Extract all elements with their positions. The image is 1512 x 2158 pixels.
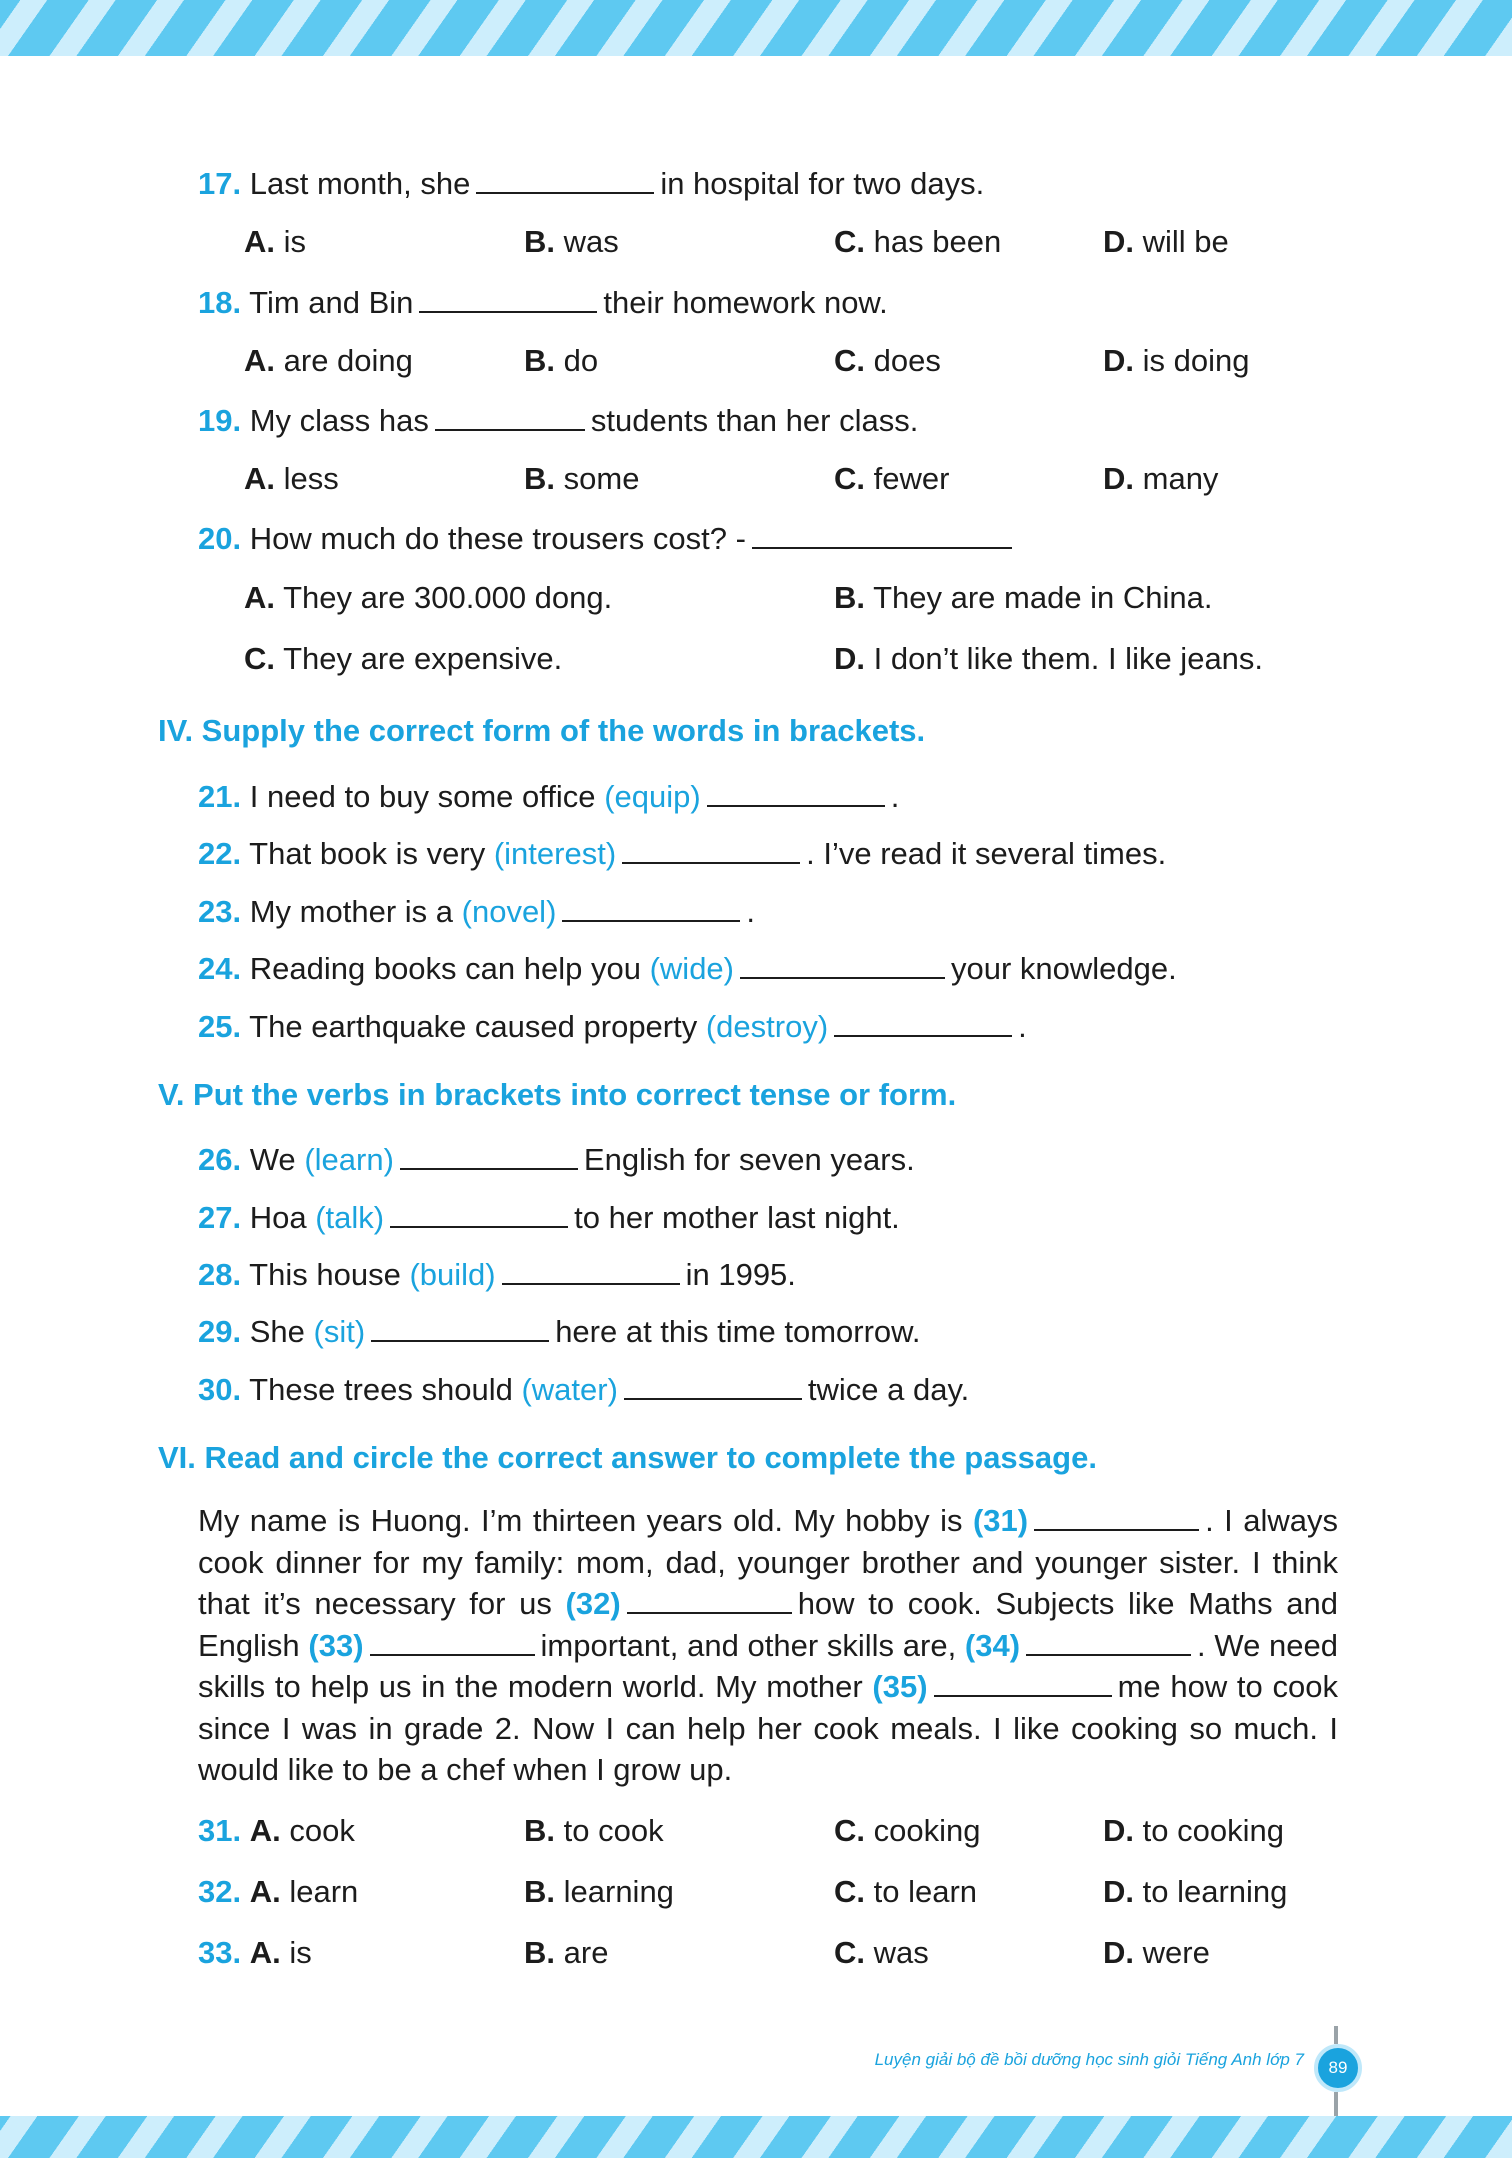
- option-b[interactable]: [834, 580, 1213, 616]
- question-19: [198, 403, 918, 439]
- verb-hint: (build): [409, 1257, 496, 1292]
- question-text: .: [746, 894, 756, 929]
- question-number: 31.: [198, 1813, 242, 1848]
- option-letter: D.: [1103, 1813, 1134, 1848]
- option-text: less: [283, 461, 339, 496]
- question-21: [198, 779, 899, 815]
- option-text: many: [1142, 461, 1219, 496]
- option-text: were: [1142, 1935, 1210, 1970]
- question-text: That book is very: [249, 836, 486, 871]
- option-letter: C.: [244, 641, 275, 676]
- option-letter: D.: [1103, 1874, 1134, 1909]
- option-letter: C.: [834, 224, 865, 259]
- option-letter: A.: [244, 461, 275, 496]
- question-text: The earthquake caused property: [249, 1009, 698, 1044]
- option-letter: D.: [1103, 1935, 1134, 1970]
- passage-blank[interactable]: [934, 1671, 1112, 1697]
- answer-blank[interactable]: [624, 1374, 802, 1400]
- question-text: Tim and Bin: [249, 285, 414, 320]
- question-30: [198, 1372, 969, 1408]
- option-c[interactable]: [834, 461, 949, 497]
- option-text: to learn: [873, 1874, 978, 1909]
- option-letter: A.: [244, 224, 275, 259]
- option-letter: C.: [834, 1874, 865, 1909]
- question-text: She: [249, 1314, 305, 1349]
- passage-text: how to cook. Subjects like Maths and English: [198, 1586, 1338, 1663]
- word-hint: (novel): [461, 894, 557, 929]
- question-number: 26.: [198, 1142, 242, 1177]
- gap-number: (34): [964, 1627, 1021, 1663]
- answer-31-option-d[interactable]: [1103, 1813, 1284, 1849]
- question-25: [198, 1009, 1027, 1045]
- option-letter: A.: [249, 1874, 281, 1909]
- question-text: English for seven years.: [583, 1142, 915, 1177]
- answer-31-option-b[interactable]: [524, 1813, 664, 1849]
- option-text: do: [563, 343, 599, 378]
- answer-31-option-c[interactable]: [834, 1813, 980, 1849]
- question-number: 28.: [198, 1257, 242, 1292]
- option-text: is: [283, 224, 307, 259]
- option-text: learning: [563, 1874, 674, 1909]
- option-letter: A.: [244, 343, 275, 378]
- option-text: I don’t like them. I like jeans.: [873, 641, 1264, 676]
- question-text: to her mother last night.: [574, 1200, 900, 1235]
- page-number: 89: [1314, 2044, 1362, 2092]
- option-letter: B.: [524, 461, 555, 496]
- answer-blank[interactable]: [834, 1011, 1012, 1037]
- option-a[interactable]: [244, 224, 306, 260]
- option-letter: C.: [834, 1813, 865, 1848]
- answer-blank[interactable]: [419, 287, 597, 313]
- option-text: some: [563, 461, 640, 496]
- option-text: cooking: [873, 1813, 981, 1848]
- option-b[interactable]: [524, 461, 639, 497]
- passage-text: important, and other skills are,: [540, 1627, 957, 1663]
- option-text: to cooking: [1142, 1813, 1284, 1848]
- answer-33-option-c[interactable]: [834, 1935, 929, 1971]
- answer-blank[interactable]: [435, 405, 585, 431]
- passage-text: My name is Huong. I’m thirteen years old. My hobby is: [198, 1503, 963, 1538]
- question-number: 19.: [198, 403, 242, 438]
- question-number: 18.: [198, 285, 242, 320]
- verb-hint: (talk): [315, 1200, 385, 1235]
- option-a[interactable]: [244, 461, 339, 497]
- question-22: [198, 836, 1166, 872]
- question-28: [198, 1257, 796, 1293]
- passage-text: . I always cook dinner for my family: mom, dad, younger brother and younger sister. I think that it’s necessary for us: [198, 1503, 1338, 1621]
- question-text: . I’ve read it several times.: [806, 836, 1167, 871]
- option-letter: A.: [249, 1813, 281, 1848]
- question-text: Reading books can help you: [249, 951, 641, 986]
- verb-hint: (sit): [313, 1314, 366, 1349]
- question-number: 17.: [198, 166, 242, 201]
- answer-blank[interactable]: [502, 1259, 680, 1285]
- answer-33-option-d[interactable]: [1103, 1935, 1210, 1971]
- question-24: [198, 951, 1177, 987]
- answer-32-option-c[interactable]: [834, 1874, 977, 1910]
- option-b[interactable]: [524, 343, 598, 379]
- question-text: your knowledge.: [951, 951, 1177, 986]
- word-hint: (interest): [493, 836, 617, 871]
- answer-blank[interactable]: [740, 953, 945, 979]
- answer-blank[interactable]: [622, 838, 800, 864]
- option-letter: B.: [524, 1935, 555, 1970]
- option-text: is: [289, 1935, 312, 1970]
- option-letter: C.: [834, 343, 865, 378]
- bottom-stripe-banner: [0, 2116, 1512, 2158]
- answer-32-option-d[interactable]: [1103, 1874, 1287, 1910]
- question-number: 27.: [198, 1200, 242, 1235]
- passage-blank[interactable]: [1034, 1505, 1199, 1531]
- question-number: 24.: [198, 951, 242, 986]
- question-text: in 1995.: [685, 1257, 796, 1292]
- option-text: They are 300.000 dong.: [283, 580, 613, 615]
- question-text: their homework now.: [603, 285, 888, 320]
- option-d[interactable]: [834, 641, 1263, 677]
- option-a[interactable]: [244, 343, 413, 379]
- question-text: Hoa: [249, 1200, 307, 1235]
- question-29: [198, 1314, 920, 1350]
- gap-number: (31): [972, 1503, 1029, 1538]
- answer-blank[interactable]: [562, 896, 740, 922]
- option-c[interactable]: [244, 641, 562, 677]
- option-a[interactable]: [244, 580, 612, 616]
- passage-blank[interactable]: [627, 1588, 792, 1614]
- option-letter: D.: [834, 641, 865, 676]
- answer-31-option-a[interactable]: [198, 1813, 355, 1849]
- question-text: Last month, she: [249, 166, 471, 201]
- option-text: has been: [873, 224, 1002, 259]
- option-d[interactable]: [1103, 224, 1229, 260]
- answer-blank[interactable]: [476, 168, 654, 194]
- passage-text: me how to cook since I was in grade 2. Now I can help her cook meals. I like cooking so much. I would like to be a chef when I grow up.: [198, 1669, 1338, 1787]
- option-letter: B.: [524, 1874, 555, 1909]
- option-text: learn: [289, 1874, 359, 1909]
- option-letter: D.: [1103, 461, 1134, 496]
- word-hint: (destroy): [705, 1009, 829, 1044]
- question-text: We: [249, 1142, 296, 1177]
- option-text: to learning: [1142, 1874, 1288, 1909]
- answer-blank[interactable]: [752, 523, 1012, 549]
- option-text: will be: [1142, 224, 1229, 259]
- word-hint: (wide): [649, 951, 734, 986]
- word-hint: (equip): [604, 779, 701, 814]
- option-letter: C.: [834, 461, 865, 496]
- option-letter: B.: [524, 224, 555, 259]
- passage-blank[interactable]: [1026, 1630, 1191, 1656]
- option-letter: C.: [834, 1935, 865, 1970]
- section-vi-heading: VI. Read and circle the correct answer to complete the passage.: [158, 1440, 1097, 1475]
- question-text: .: [890, 779, 900, 814]
- option-c[interactable]: [834, 343, 941, 379]
- answer-blank[interactable]: [400, 1144, 578, 1170]
- option-text: does: [873, 343, 941, 378]
- option-letter: B.: [524, 1813, 555, 1848]
- question-number: 20.: [198, 521, 242, 556]
- verb-hint: (water): [521, 1372, 618, 1407]
- question-text: twice a day.: [807, 1372, 970, 1407]
- question-number: 29.: [198, 1314, 242, 1349]
- option-text: to cook: [563, 1813, 664, 1848]
- answer-blank[interactable]: [707, 781, 885, 807]
- option-text: is doing: [1142, 343, 1250, 378]
- section-iv-heading: IV. Supply the correct form of the words in brackets.: [158, 713, 926, 748]
- question-number: 30.: [198, 1372, 242, 1407]
- page-marker-line: [1334, 2026, 1338, 2044]
- question-text: These trees should: [249, 1372, 513, 1407]
- question-number: 25.: [198, 1009, 242, 1044]
- option-c[interactable]: [834, 224, 1001, 260]
- question-text: I need to buy some office: [249, 779, 596, 814]
- question-26: [198, 1142, 915, 1178]
- answer-33-option-a[interactable]: [198, 1935, 312, 1971]
- question-18: [198, 285, 888, 321]
- option-letter: D.: [1103, 343, 1134, 378]
- option-text: are: [563, 1935, 609, 1970]
- question-27: [198, 1200, 900, 1236]
- option-text: are doing: [283, 343, 413, 378]
- option-b[interactable]: [524, 224, 619, 260]
- option-d[interactable]: [1103, 461, 1218, 497]
- question-17: [198, 166, 984, 202]
- option-text: cook: [289, 1813, 355, 1848]
- gap-number: (33): [308, 1627, 364, 1663]
- question-text: .: [1018, 1009, 1027, 1044]
- passage-text: . We need skills to help us in the modern world. My mother: [198, 1627, 1338, 1704]
- answer-32-option-b[interactable]: [524, 1874, 674, 1910]
- question-text: How much do these trousers cost? -: [249, 521, 746, 556]
- top-stripe-banner: [0, 0, 1512, 56]
- question-23: [198, 894, 755, 930]
- gap-number: (35): [872, 1669, 928, 1704]
- question-number: 32.: [198, 1874, 242, 1909]
- option-letter: B.: [524, 343, 555, 378]
- question-text: here at this time tomorrow.: [555, 1314, 921, 1349]
- question-number: 21.: [198, 779, 242, 814]
- option-text: They are expensive.: [283, 641, 563, 676]
- option-d[interactable]: [1103, 343, 1249, 379]
- question-text: My mother is a: [249, 894, 454, 929]
- option-letter: A.: [244, 580, 275, 615]
- question-number: 33.: [198, 1935, 242, 1970]
- option-text: was: [873, 1935, 929, 1970]
- book-title-footer: Luyện giải bộ đề bồi dưỡng học sinh giỏi Tiếng Anh lớp 7: [874, 2050, 1304, 2069]
- section-v-heading: V. Put the verbs in brackets into correct tense or form.: [158, 1077, 957, 1112]
- question-text: students than her class.: [590, 403, 919, 438]
- question-text: My class has: [249, 403, 429, 438]
- answer-blank[interactable]: [371, 1316, 549, 1342]
- answer-32-option-a[interactable]: [198, 1874, 358, 1910]
- option-text: They are made in China.: [873, 580, 1213, 615]
- option-letter: D.: [1103, 224, 1134, 259]
- option-text: fewer: [873, 461, 950, 496]
- question-number: 23.: [198, 894, 242, 929]
- option-text: was: [563, 224, 619, 259]
- reading-passage: [198, 1500, 1338, 1791]
- question-20: [198, 521, 1018, 557]
- answer-33-option-b[interactable]: [524, 1935, 608, 1971]
- option-letter: B.: [834, 580, 865, 615]
- option-letter: A.: [249, 1935, 281, 1970]
- passage-blank[interactable]: [370, 1630, 535, 1656]
- verb-hint: (learn): [304, 1142, 394, 1177]
- question-number: 22.: [198, 836, 242, 871]
- gap-number: (32): [565, 1586, 621, 1621]
- question-text: in hospital for two days.: [660, 166, 985, 201]
- answer-blank[interactable]: [390, 1202, 568, 1228]
- question-text: This house: [249, 1257, 401, 1292]
